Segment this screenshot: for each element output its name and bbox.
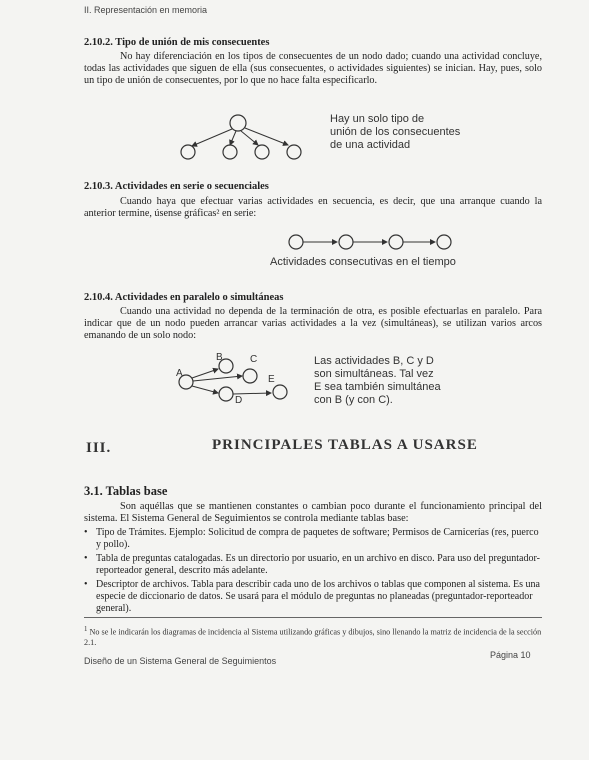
child-node-4 bbox=[287, 145, 301, 159]
serial-caption: Actividades consecutivas en el tiempo bbox=[270, 256, 456, 268]
chapter-title: PRINCIPALES TABLAS A USARSE bbox=[212, 437, 478, 453]
parent-node bbox=[230, 115, 246, 131]
child-node-2 bbox=[223, 145, 237, 159]
serial-node-3 bbox=[389, 235, 403, 249]
serial-node-4 bbox=[437, 235, 451, 249]
parallel-note-line-2: son simultáneas. Tal vez bbox=[314, 368, 434, 380]
serial-node-2 bbox=[339, 235, 353, 249]
section-heading-3-1: 3.1. Tablas base bbox=[84, 484, 168, 498]
page-number: Página 10 bbox=[490, 650, 531, 660]
section-heading-2-10-3: 2.10.3. Actividades en serie o secuenciales bbox=[84, 181, 269, 192]
list-item: • Descriptor de archivos. Tabla para describir cada uno de los archivos o tablas que componen al sistema. Es una especie de diccionario de datos. Se usará para el módulo de preguntas no planeadas (preguntador-reporteador general). bbox=[84, 579, 542, 615]
label-d: D bbox=[235, 395, 243, 406]
list-item: • Tabla de preguntas catalogadas. Es un directorio por usuario, en un archivo en disco. Para uso del preguntador-reporteador general, descrito más adelante. bbox=[84, 553, 542, 577]
paragraph-2-10-3: Cuando haya que efectuar varias actividades en secuencia, es decir, que una arranque cuando la anterior termine, úsense gráficas² en serie: bbox=[84, 196, 542, 220]
footnote-divider bbox=[84, 617, 542, 618]
list-item: • Tipo de Trámites. Ejemplo: Solicitud de compra de paquetes de software; Permisos de Carnicerías (res, puerco y pollo). bbox=[84, 527, 542, 551]
child-node-1 bbox=[181, 145, 195, 159]
node-c bbox=[243, 369, 257, 383]
serial-node-1 bbox=[289, 235, 303, 249]
parallel-note-line-3: E sea también simultánea bbox=[314, 381, 441, 393]
label-e: E bbox=[268, 374, 275, 385]
footnote-text: No se le indicarán los diagramas de incidencia al Sistema utilizando gráficas y dibujos, sino llenando la matriz de incidencia de la sección 2.1. bbox=[84, 627, 542, 647]
node-e bbox=[273, 385, 287, 399]
label-c: C bbox=[250, 354, 258, 365]
running-header: II. Representación en memoria bbox=[84, 5, 208, 15]
serial-diagram bbox=[280, 230, 460, 254]
label-a: A bbox=[176, 368, 183, 379]
base-tables-list bbox=[84, 527, 542, 617]
diagram-note-line-1: Hay un solo tipo de bbox=[330, 113, 425, 125]
diagram-note-line-3: de una actividad bbox=[330, 139, 411, 151]
footnote-mark: 1 bbox=[84, 626, 88, 633]
parallel-note-line-4: con B (y con C). bbox=[314, 394, 393, 406]
parallel-diagram bbox=[170, 350, 300, 410]
parallel-note-line-1: Las actividades B, C y D bbox=[314, 355, 434, 367]
consequents-diagram bbox=[170, 108, 310, 164]
label-b: B bbox=[216, 352, 223, 363]
footer-title: Diseño de un Sistema General de Seguimientos bbox=[84, 656, 277, 666]
paragraph-3-1: Son aquéllas que se mantienen constantes o cambian poco durante el funcionamiento principal del sistema. El Sistema General de Seguimientos se controla mediante tablas base: bbox=[84, 501, 542, 525]
footnote bbox=[84, 625, 542, 648]
section-heading-2-10-4: 2.10.4. Actividades en paralelo o simultáneas bbox=[84, 292, 284, 303]
section-heading-2-10-2: 2.10.2. Tipo de unión de mis consecuentes bbox=[84, 37, 270, 48]
paragraph-2-10-4: Cuando una actividad no dependa de la terminación de otra, es posible efectuarlas en paralelo. Para indicar que de un nodo pueden arrancar varias actividades a la vez (simultáneas), se utilizan varios arcos emanando de un solo nodo: bbox=[84, 306, 542, 342]
child-node-3 bbox=[255, 145, 269, 159]
diagram-note-line-2: unión de los consecuentes bbox=[330, 126, 461, 138]
paragraph-2-10-2: No hay diferenciación en los tipos de consecuentes de un nodo dado; cuando una actividad concluye, todas las actividades que siguen de ella (sus consecuentes, o actividades siguientes) se inician. Hay, pues, solo un tipo de unión de consecuentes, por lo que no hace falta especificarlo. bbox=[84, 51, 542, 87]
node-d-start bbox=[219, 387, 233, 401]
chapter-number: III. bbox=[86, 440, 112, 456]
